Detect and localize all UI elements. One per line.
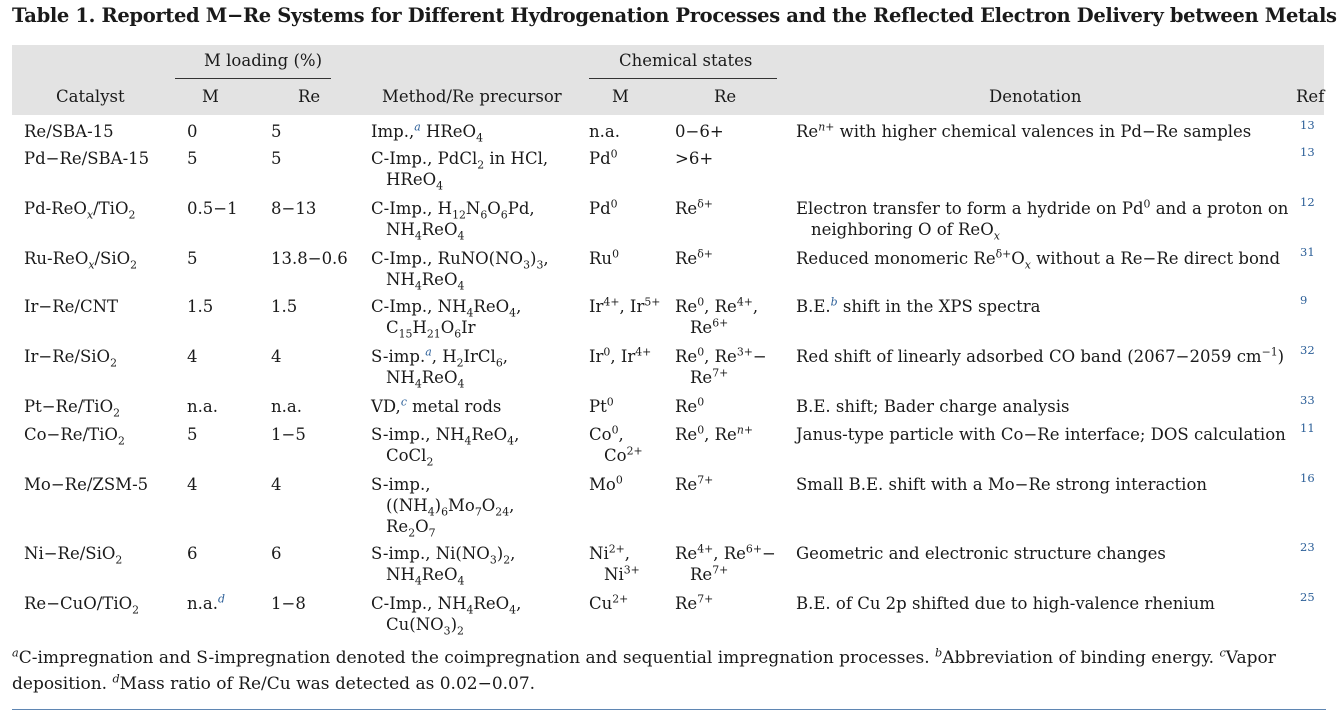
cell-m-loading: n.a. <box>187 397 218 416</box>
cell-catalyst: Ru-ReO$_x$/SiO$_2$ <box>24 249 138 272</box>
cell-re-loading: 1−5 <box>271 425 306 444</box>
cell-ref-link[interactable]: 12 <box>1300 195 1315 209</box>
cell-method: C-Imp., $H_{12}N_6O_6Pd$, $NH_4ReO_4$ <box>371 199 535 243</box>
header-re: Re <box>298 87 321 106</box>
cell-catalyst: Co−Re/TiO$_2$ <box>24 425 125 448</box>
cell-method: VD,$^c$ metal rods <box>371 395 502 416</box>
cell-chem-re: $Re^{\delta+}$ <box>675 247 713 268</box>
cell-m-loading: 0 <box>187 122 198 141</box>
cell-denotation: Reduced monomeric $Re^{\delta+}O_x$ without a Re−Re direct bond <box>796 247 1281 272</box>
cell-chem-re: Re$^0$, $Re^{n+}$ <box>675 423 753 444</box>
chemical-states-underline <box>589 78 777 79</box>
cell-chem-re: $Re^{7+}$ <box>675 592 714 613</box>
cell-method: S-imp., $Ni(NO_3)_2$, $NH_4ReO_4$ <box>371 544 516 588</box>
cell-re-loading: 13.8−0.6 <box>271 249 348 268</box>
cell-m-loading: 4 <box>187 475 198 494</box>
cell-denotation: B.E. shift; Bader charge analysis <box>796 397 1070 416</box>
cell-chem-m: $Ni^{2+}$, $Ni^{3+}$ <box>589 542 640 584</box>
cell-method: S-imp., ($(NH_4)_6Mo_7O_{24}$, $Re_2O_7$ <box>371 475 515 540</box>
cell-re-loading: 4 <box>271 347 282 366</box>
cell-catalyst: Pd-ReO$_x$/TiO$_2$ <box>24 199 136 222</box>
cell-method: C-Imp., $NH_4ReO_4$, $C_{15}H_{21}O_6Ir$ <box>371 297 522 341</box>
header-catalyst: Catalyst <box>56 87 125 106</box>
cell-re-loading: n.a. <box>271 397 302 416</box>
cell-chem-m: Ir$^0$, $Ir^{4+}$ <box>589 345 652 366</box>
cell-method: S-imp.$^a$, $H_2IrCl_6$, $NH_4ReO_4$ <box>371 345 508 391</box>
cell-chem-re: >6+ <box>675 149 714 168</box>
cell-re-loading: 6 <box>271 544 282 563</box>
header-method: Method/Re precursor <box>382 87 562 106</box>
cell-re-loading: 5 <box>271 149 282 168</box>
cell-denotation: B.E.$^b$ shift in the XPS spectra <box>796 295 1041 316</box>
cell-chem-m: Ru$^0$ <box>589 247 619 268</box>
cell-chem-re: Re$^0$, $Re^{4+}$, $Re^{6+}$ <box>675 295 759 337</box>
header-m-loading: M loading (%) <box>204 51 323 70</box>
cell-chem-re: Re$^0$, $Re^{3+}-$ $Re^{7+}$ <box>675 345 767 387</box>
m-loading-underline <box>175 78 331 79</box>
cell-chem-re: $Re^{4+}$, $Re^{6+}-$ $Re^{7+}$ <box>675 542 776 584</box>
cell-denotation: B.E. of Cu 2p shifted due to high-valence rhenium <box>796 594 1215 613</box>
header-chem-re: Re <box>714 87 737 106</box>
cell-catalyst: Pd−Re/SBA-15 <box>24 149 150 168</box>
cell-m-loading: 5 <box>187 249 198 268</box>
cell-chem-m: $Ir^{4+}$, $Ir^{5+}$ <box>589 295 661 316</box>
cell-ref-link[interactable]: 31 <box>1300 245 1315 259</box>
header-chemical-states: Chemical states <box>619 51 753 70</box>
cell-denotation: Janus-type particle with Co−Re interface; DOS calculation <box>796 425 1286 444</box>
cell-chem-m: $Cu^{2+}$ <box>589 592 629 613</box>
cell-ref-link[interactable]: 33 <box>1300 393 1315 407</box>
cell-catalyst: Ni−Re/SiO$_2$ <box>24 544 123 567</box>
cell-ref-link[interactable]: 11 <box>1300 421 1315 435</box>
cell-denotation: Red shift of linearly adsorbed CO band (2067−2059 $cm^{-1}$) <box>796 345 1285 366</box>
cell-chem-m: Pd$^0$ <box>589 147 618 168</box>
cell-re-loading: 8−13 <box>271 199 317 218</box>
cell-catalyst: Mo−Re/ZSM-5 <box>24 475 149 494</box>
cell-method: C-Imp., $RuNO(NO_3)_3$, $NH_4ReO_4$ <box>371 249 549 293</box>
header-chem-m: M <box>612 87 629 106</box>
cell-re-loading: 4 <box>271 475 282 494</box>
cell-m-loading: 1.5 <box>187 297 214 316</box>
table-caption: Table 1. Reported M−Re Systems for Different Hydrogenation Processes and the Reflected Electron Delivery between Metals <box>12 4 1337 27</box>
cell-chem-m: Pt$^0$ <box>589 395 614 416</box>
footnote-line-1: $^a$C-impregnation and S-impregnation denoted the coimpregnation and sequential impregnation processes. $^b$Abbreviation of binding energy. $^c$Vapor <box>12 646 1276 668</box>
cell-catalyst: Ir−Re/CNT <box>24 297 119 316</box>
cell-method: C-Imp., $NH_4ReO_4$, $Cu(NO_3)_2$ <box>371 594 522 638</box>
cell-catalyst: Ir−Re/SiO$_2$ <box>24 347 118 370</box>
cell-chem-re: 0−6+ <box>675 122 724 141</box>
cell-ref-link[interactable]: 23 <box>1300 540 1315 554</box>
cell-denotation: Geometric and electronic structure changes <box>796 544 1166 563</box>
cell-chem-re: $Re^{\delta+}$ <box>675 197 713 218</box>
cell-re-loading: 1.5 <box>271 297 298 316</box>
cell-catalyst: Pt−Re/TiO$_2$ <box>24 397 121 420</box>
header-denotation: Denotation <box>989 87 1082 106</box>
cell-chem-m: Pd$^0$ <box>589 197 618 218</box>
cell-method: Imp.,$^a$ HReO$_4$ <box>371 120 483 145</box>
cell-method: S-imp., $NH_4ReO_4$, CoCl$_2$ <box>371 425 520 469</box>
cell-chem-m: n.a. <box>589 122 620 141</box>
cell-denotation: Small B.E. shift with a Mo−Re strong interaction <box>796 475 1208 494</box>
header-m: M <box>202 87 219 106</box>
cell-m-loading: n.a.$^d$ <box>187 592 225 613</box>
cell-ref-link[interactable]: 9 <box>1300 293 1308 307</box>
cell-chem-re: Re$^0$ <box>675 395 705 416</box>
cell-m-loading: 0.5−1 <box>187 199 238 218</box>
cell-chem-re: $Re^{7+}$ <box>675 473 714 494</box>
footnote-line-2: deposition. $^d$Mass ratio of Re/Cu was detected as 0.02−0.07. <box>12 672 536 694</box>
bottom-rule <box>12 709 1326 710</box>
cell-re-loading: 5 <box>271 122 282 141</box>
cell-m-loading: 5 <box>187 149 198 168</box>
cell-denotation: $Re^{n+}$ with higher chemical valences in Pd−Re samples <box>796 120 1252 141</box>
cell-ref-link[interactable]: 16 <box>1300 471 1315 485</box>
cell-ref-link[interactable]: 25 <box>1300 590 1315 604</box>
cell-ref-link[interactable]: 13 <box>1300 118 1315 132</box>
cell-catalyst: Re/SBA-15 <box>24 122 114 141</box>
cell-catalyst: Re−CuO/TiO$_2$ <box>24 594 140 617</box>
cell-denotation: Electron transfer to form a hydride on Pd$^0$ and a proton on neighboring O of ReO$_x$ <box>796 197 1289 243</box>
cell-chem-m: Co$^0$, $Co^{2+}$ <box>589 423 643 465</box>
cell-m-loading: 6 <box>187 544 198 563</box>
header-ref: Ref <box>1296 87 1325 106</box>
cell-re-loading: 1−8 <box>271 594 306 613</box>
cell-m-loading: 5 <box>187 425 198 444</box>
cell-ref-link[interactable]: 32 <box>1300 343 1315 357</box>
cell-chem-m: Mo$^0$ <box>589 473 623 494</box>
cell-method: C-Imp., PdCl$_2$ in HCl, HReO$_4$ <box>371 149 549 193</box>
cell-m-loading: 4 <box>187 347 198 366</box>
cell-ref-link[interactable]: 13 <box>1300 145 1315 159</box>
